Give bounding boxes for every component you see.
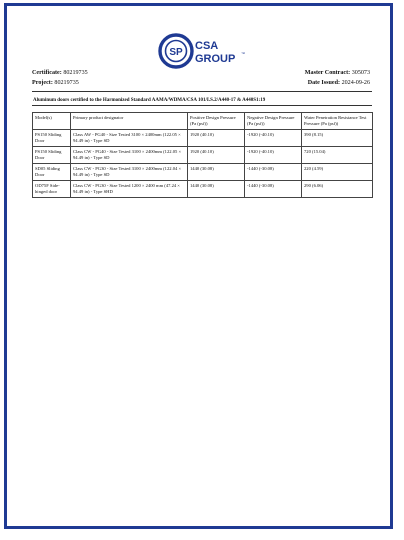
master-contract-value: 305073	[351, 70, 370, 76]
column-header: Primary product designator	[71, 113, 188, 130]
table-cell: 390 (8.15)	[302, 130, 373, 147]
table-cell: 1920 (40.10)	[188, 147, 245, 164]
table-cell: SD05 Sliding Door	[33, 164, 71, 181]
certificate-label: Certificate:	[32, 70, 62, 76]
table-row	[33, 181, 373, 198]
logo-trademark: ™	[241, 51, 245, 56]
table-cell: Class CW - PG40 - Size Tested 3100 × 2400mm (122.05 × 94.49 in) - Type SD	[71, 147, 188, 164]
table-row	[33, 164, 373, 181]
table-cell: Class AW - PG40 - Size Tested 3100 × 2400mm (122.05 × 94.49 in) - Type SD	[71, 130, 188, 147]
logo-text-csa: CSA	[195, 40, 219, 52]
certificate-value: 80219735	[63, 70, 88, 76]
logo-mark-text: SP	[169, 47, 183, 58]
table-cell: 1440 (30.08)	[188, 164, 245, 181]
table-cell: -1920 (-40.10)	[245, 147, 302, 164]
heading-rule	[32, 105, 372, 106]
certification-table	[32, 112, 373, 198]
table-cell: -1920 (-40.10)	[245, 130, 302, 147]
table-cell: -1440 (-30.08)	[245, 181, 302, 198]
table-cell: OD75F Side-hinged door	[33, 181, 71, 198]
column-header: Model(s)	[33, 113, 71, 130]
table-cell: PS150 Sliding Door	[33, 147, 71, 164]
certificate-number	[32, 70, 88, 77]
table-header-row	[33, 113, 373, 130]
csa-group-logo	[158, 33, 258, 69]
column-header: Positive Design Pressure (Pa (psf))	[188, 113, 245, 130]
header-rule	[32, 91, 372, 92]
logo-text-group: GROUP	[195, 53, 236, 65]
table-cell: PS150 Sliding Door	[33, 130, 71, 147]
table-row	[33, 147, 373, 164]
project-number	[32, 80, 79, 87]
table-row	[33, 130, 373, 147]
table-cell: 1920 (40.10)	[188, 130, 245, 147]
section-heading: Aluminum doors certified to the Harmonized Standard AAMA/WDMA/CSA 101/I.S.2/A440-17 & A440S1:19	[33, 98, 266, 103]
project-label: Project:	[32, 80, 53, 86]
project-value: 80219735	[54, 80, 79, 86]
date-issued	[308, 80, 370, 87]
table-cell: Class CW - PG30 - Size Tested 1200 × 2400 mm (47.24 × 94.49 in) - Type SHD	[71, 181, 188, 198]
table-cell: 1440 (30.08)	[188, 181, 245, 198]
master-contract	[305, 70, 370, 77]
table-cell: Class CW - PG30 - Size Tested 3100 × 2400mm (122.04 × 94.49 in) - Type SD	[71, 164, 188, 181]
column-header: Water Penetration Resistance Test Pressure (Pa (psf))	[302, 113, 373, 130]
table-cell: -1440 (-30.08)	[245, 164, 302, 181]
date-issued-label: Date Issued:	[307, 80, 341, 86]
date-issued-value: 2024-09-26	[341, 80, 370, 86]
master-contract-label: Master Contract:	[304, 70, 351, 76]
column-header: Negative Design Pressure (Pa (psf))	[245, 113, 302, 130]
table-cell: 290 (6.06)	[302, 181, 373, 198]
table-cell: 720 (15.04)	[302, 147, 373, 164]
table-cell: 220 (4.59)	[302, 164, 373, 181]
